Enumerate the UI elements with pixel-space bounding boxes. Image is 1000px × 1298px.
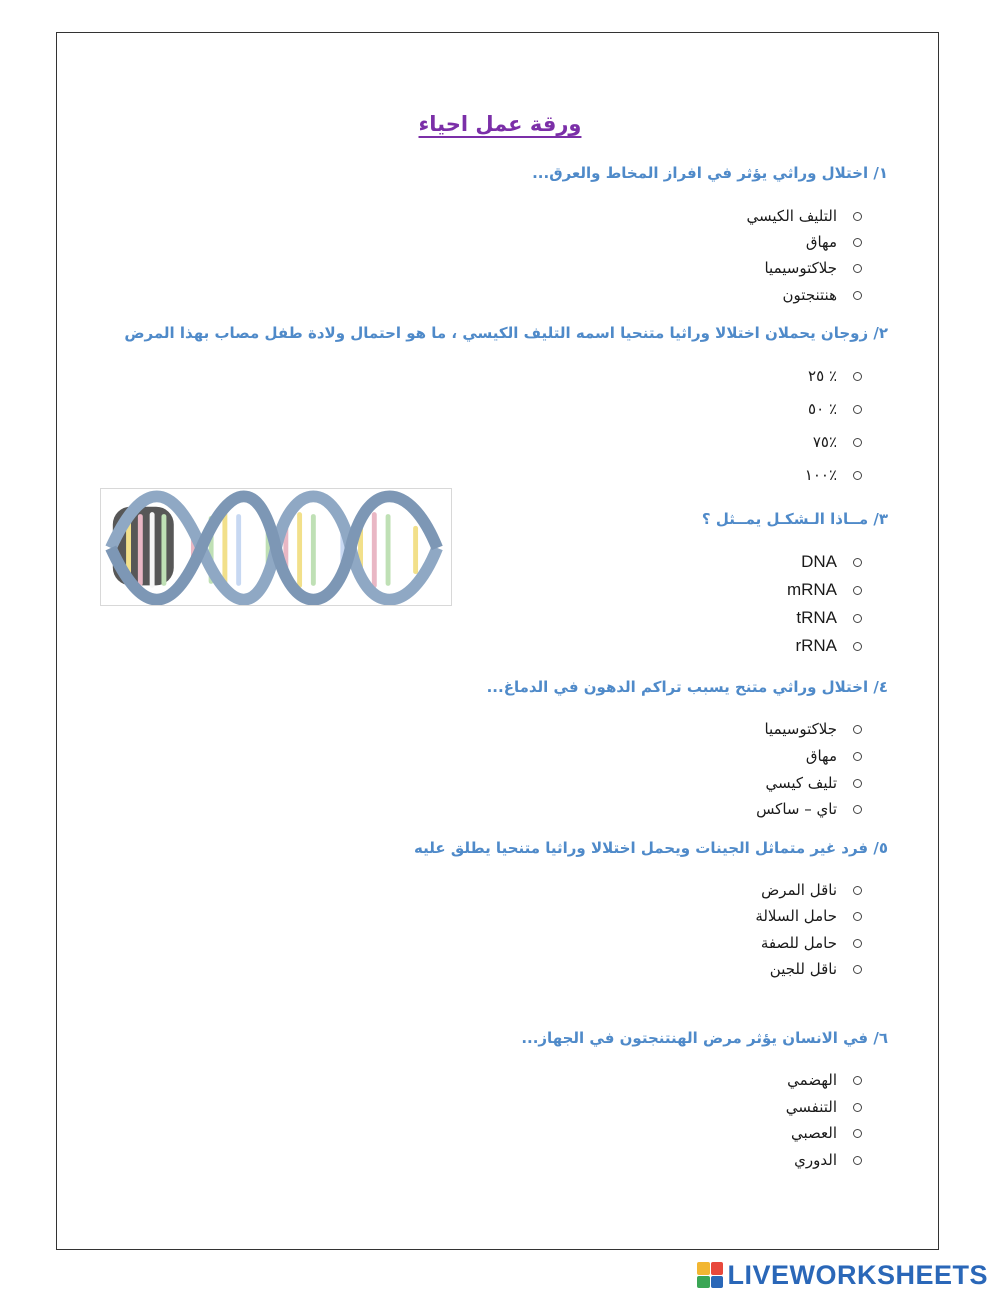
radio-circle-icon[interactable]: [853, 291, 862, 300]
q3-option-1[interactable]: DNA: [801, 551, 862, 573]
q1-option-4[interactable]: هنتنجتون: [783, 284, 862, 306]
question-2: ٢/ زوجان يحملان اختلالا وراثيا متنحيا اسمه التليف الكيسي ، ما هو احتمال ولادة طفل مصاب بهذا المرض: [124, 324, 888, 342]
radio-circle-icon[interactable]: [853, 886, 862, 895]
question-1: ١/ اختلال وراثي يؤثر في افراز المخاط والعرق...: [532, 164, 888, 182]
radio-circle-icon[interactable]: [853, 471, 862, 480]
q3-option-3[interactable]: tRNA: [796, 607, 862, 629]
q2-option-4[interactable]: ٪١٠٠: [805, 464, 862, 486]
radio-circle-icon[interactable]: [853, 405, 862, 414]
q2-option-3[interactable]: ٪٧٥: [813, 431, 862, 453]
radio-circle-icon[interactable]: [853, 1156, 862, 1165]
q3-option-4[interactable]: rRNA: [795, 635, 862, 657]
q4-option-2[interactable]: مهاق: [806, 745, 862, 767]
radio-circle-icon[interactable]: [853, 912, 862, 921]
radio-circle-icon[interactable]: [853, 805, 862, 814]
radio-circle-icon[interactable]: [853, 558, 862, 567]
radio-circle-icon[interactable]: [853, 779, 862, 788]
radio-circle-icon[interactable]: [853, 642, 862, 651]
q6-option-1[interactable]: الهضمي: [787, 1069, 862, 1091]
liveworksheets-logo-icon: [697, 1262, 723, 1288]
liveworksheets-brand[interactable]: [697, 1258, 988, 1292]
radio-circle-icon[interactable]: [853, 614, 862, 623]
q1-option-1[interactable]: التليف الكيسي: [747, 205, 862, 227]
question-5: ٥/ فرد غير متماثل الجينات ويحمل اختلالا وراثيا متنحيا يطلق عليه: [414, 839, 888, 857]
radio-circle-icon[interactable]: [853, 939, 862, 948]
q5-option-1[interactable]: ناقل المرض: [761, 879, 862, 901]
radio-circle-icon[interactable]: [853, 212, 862, 221]
q5-option-3[interactable]: حامل للصفة: [761, 932, 862, 954]
worksheet-title: [0, 112, 1000, 136]
radio-circle-icon[interactable]: [853, 965, 862, 974]
question-3: ٣/ مــاذا الـشكـل يمــثل ؟: [701, 510, 888, 528]
brand-text: LIVEWORKSHEETS: [727, 1259, 988, 1290]
title-text: ورقة عمل احياء: [418, 112, 582, 136]
radio-circle-icon[interactable]: [853, 752, 862, 761]
radio-circle-icon[interactable]: [853, 586, 862, 595]
radio-circle-icon[interactable]: [853, 1103, 862, 1112]
dna-double-helix-image: [100, 488, 452, 606]
q4-option-3[interactable]: تليف كيسي: [765, 772, 862, 794]
q1-option-3[interactable]: جلاكتوسيميا: [764, 257, 862, 279]
question-4: ٤/ اختلال وراثي متنح يسبب تراكم الدهون في الدماغ...: [486, 678, 888, 696]
q5-option-2[interactable]: حامل السلالة: [755, 905, 862, 927]
question-6: ٦/ في الانسان يؤثر مرض الهنتنجتون في الجهاز...: [521, 1029, 888, 1047]
q6-option-2[interactable]: التنفسي: [786, 1096, 862, 1118]
radio-circle-icon[interactable]: [853, 438, 862, 447]
q5-option-4[interactable]: ناقل للجين: [770, 958, 862, 980]
q6-option-4[interactable]: الدوري: [794, 1149, 862, 1171]
radio-circle-icon[interactable]: [853, 1076, 862, 1085]
radio-circle-icon[interactable]: [853, 725, 862, 734]
radio-circle-icon[interactable]: [853, 1129, 862, 1138]
q6-option-3[interactable]: العصبي: [791, 1122, 862, 1144]
q4-option-4[interactable]: تاي – ساكس: [756, 798, 862, 820]
q1-option-2[interactable]: مهاق: [806, 231, 862, 253]
q4-option-1[interactable]: جلاكتوسيميا: [764, 718, 862, 740]
radio-circle-icon[interactable]: [853, 372, 862, 381]
q2-option-1[interactable]: ٪ ٢٥: [808, 365, 862, 387]
q3-option-2[interactable]: mRNA: [787, 579, 862, 601]
radio-circle-icon[interactable]: [853, 238, 862, 247]
radio-circle-icon[interactable]: [853, 264, 862, 273]
q2-option-2[interactable]: ٪ ٥٠: [808, 398, 862, 420]
